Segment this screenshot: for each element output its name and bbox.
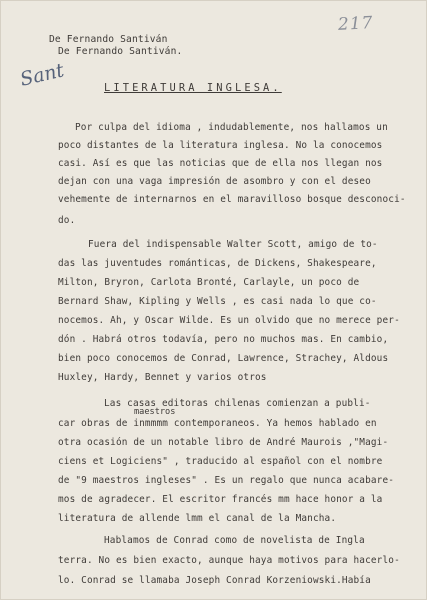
text-line-15: Las casas editoras chilenas comienzan a publi-: [104, 398, 371, 409]
text-line-16: car obras de inmmmm contemporaneos. Ya hemos hablado en: [58, 418, 377, 429]
text-line-21: literatura de allende lmm el canal de la Mancha.: [58, 513, 337, 524]
text-line-14: Huxley, Hardy, Bennet y varios otros: [58, 372, 267, 383]
text-line-8: das las juventudes románticas, de Dickens, Shakespeare,: [58, 258, 377, 269]
page-number: 217: [337, 13, 374, 35]
text-line-6: do.: [58, 215, 76, 226]
text-line-23: terra. No es bien exacto, aunque haya motivos para hacerlo-: [58, 555, 400, 566]
text-line-9: Milton, Bryron, Carlota Bronté, Carlayle, un poco de: [58, 277, 360, 288]
text-line-22: Hablamos de Conrad como de novelista de Ingla: [104, 535, 365, 546]
text-line-10: Bernard Shaw, Kipling y Wells , es casi nada lo que co-: [58, 296, 377, 307]
overtyped-word: maestros: [134, 407, 176, 417]
text-line-19: de "9 maestros ingleses" . Es un regalo que nunca acabare-: [58, 475, 395, 486]
header-line-2: De Fernando Santiván.: [58, 46, 183, 57]
handwritten-signature: Sant: [18, 59, 67, 91]
text-line-18: ciens et Logiciens" , traducido al español con el nombre: [58, 456, 383, 467]
text-line-7: Fuera del indispensable Walter Scott, amigo de to-: [88, 239, 378, 250]
text-line-13: bien poco conocemos de Conrad, Lawrence, Strachey, Aldous: [58, 353, 389, 364]
text-line-24: lo. Conrad se llamaba Joseph Conrad Korzeniowski.Había: [58, 575, 371, 586]
text-line-5: vehemente de internarnos en el maravilloso bosque desconoci-: [58, 194, 406, 205]
text-line-17: otra ocasión de un notable libro de André Maurois ,"Magi-: [58, 437, 389, 448]
text-line-3: casi. Así es que las noticias que de ella nos llegan nos: [58, 158, 383, 169]
text-line-1: Por culpa del idioma , indudablemente, nos hallamos un: [75, 122, 388, 133]
text-line-12: dón . Habrá otros todavía, pero no muchos mas. En cambio,: [58, 334, 389, 345]
text-line-4: dejan con una vaga impresión de asombro y con el deseo: [58, 176, 371, 187]
text-line-2: poco distantes de la literatura inglesa. No la conocemos: [58, 140, 383, 151]
document-title: LITERATURA INGLESA.: [104, 82, 282, 94]
text-line-20: mos de agradecer. El escritor francés mm hace honor a la: [58, 494, 383, 505]
text-line-11: nocemos. Ah, y Oscar Wilde. Es un olvido que no merece per-: [58, 315, 400, 326]
header-line-1: De Fernando Santiván: [49, 34, 168, 45]
